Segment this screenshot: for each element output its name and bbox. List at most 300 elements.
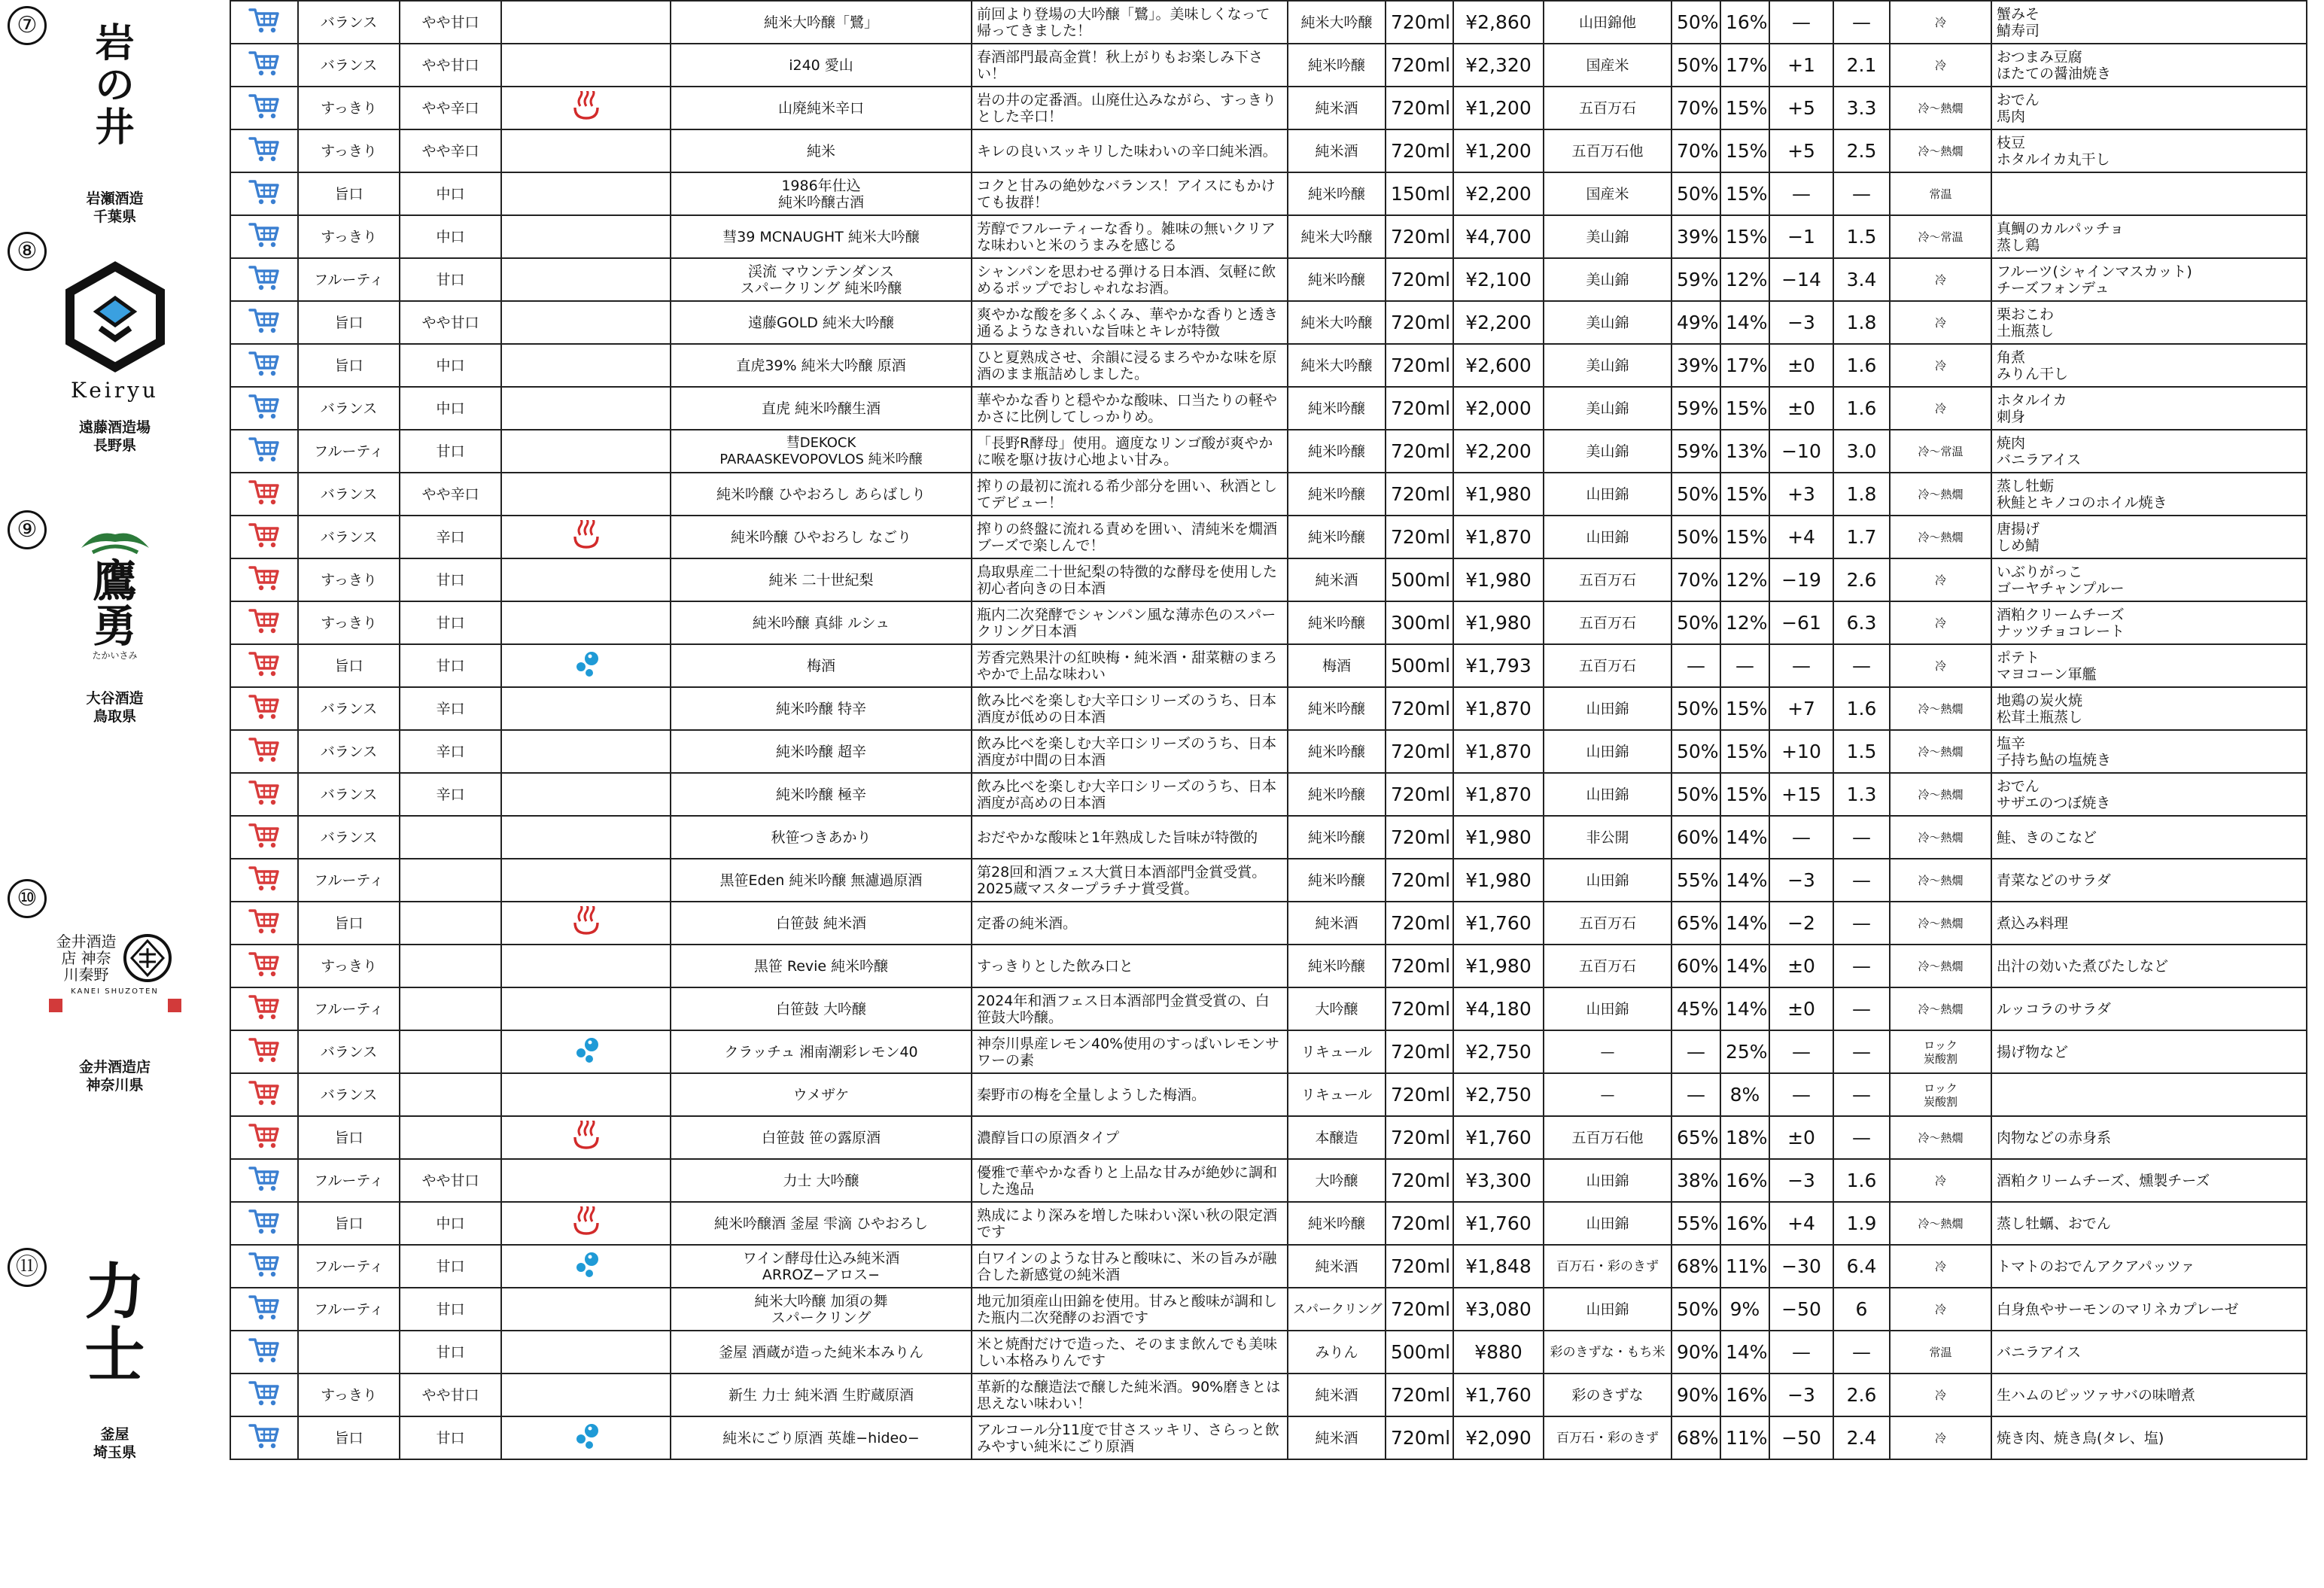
smv-cell: — xyxy=(1769,1073,1833,1116)
acidity-cell: 2.4 xyxy=(1833,1416,1890,1459)
type-cell: リキュール xyxy=(1288,1030,1386,1073)
logo-sub: KANEI SHUZOTEN xyxy=(71,987,159,996)
cart-icon xyxy=(248,1078,281,1107)
taste-cell: すっきり xyxy=(298,215,400,258)
price-cell: ¥1,760 xyxy=(1453,1374,1544,1416)
rice-cell: 五百万石 xyxy=(1544,644,1672,687)
polish-cell: 60% xyxy=(1672,945,1720,987)
type-cell: 純米吟醸 xyxy=(1288,1202,1386,1245)
volume-cell: 300ml xyxy=(1386,601,1453,644)
brewery-name-line: 釜屋 xyxy=(100,1426,129,1443)
pairing-cell: 蒸し牡蛎 秋鮭とキノコのホイル焼き xyxy=(1991,473,2307,516)
price-cell: ¥2,600 xyxy=(1453,344,1544,387)
smv-cell: +15 xyxy=(1769,773,1833,816)
smv-cell: — xyxy=(1769,1,1833,44)
pairing-cell: 生ハムのピッツァサバの味噌煮 xyxy=(1991,1374,2307,1416)
table-row xyxy=(230,430,2307,473)
type-cell: 純米吟醸 xyxy=(1288,859,1386,902)
brewery-name xyxy=(0,1425,230,1462)
volume-cell: 500ml xyxy=(1386,644,1453,687)
icon-cell xyxy=(501,1073,671,1116)
price-cell: ¥1,793 xyxy=(1453,644,1544,687)
pairing-cell: 鮭、きのこなど xyxy=(1991,816,2307,859)
pairing-cell: 枝豆 ホタルイカ丸干し xyxy=(1991,129,2307,172)
table-row xyxy=(230,1030,2307,1073)
name-cell: 純米吟醸 特辛 xyxy=(671,687,972,730)
brewery-name xyxy=(0,1058,230,1094)
volume-cell: 500ml xyxy=(1386,558,1453,601)
sweetness-cell xyxy=(400,902,501,945)
acidity-cell: — xyxy=(1833,902,1890,945)
taste-cell: 旨口 xyxy=(298,1202,400,1245)
icon-cell xyxy=(501,730,671,773)
sweetness-cell: やや辛口 xyxy=(400,87,501,129)
price-cell: ¥1,980 xyxy=(1453,601,1544,644)
abv-cell: 16% xyxy=(1720,1159,1769,1202)
table-row xyxy=(230,859,2307,902)
volume-cell: 720ml xyxy=(1386,344,1453,387)
taste-cell: バランス xyxy=(298,816,400,859)
polish-cell: 90% xyxy=(1672,1331,1720,1374)
rice-cell: — xyxy=(1544,1030,1672,1073)
name-cell: 彗DEKOCK PARAASKEVOPOVLOS 純米吟醸 xyxy=(671,430,972,473)
rice-cell: 美山錦 xyxy=(1544,258,1672,301)
acidity-cell: — xyxy=(1833,172,1890,215)
volume-cell: 720ml xyxy=(1386,816,1453,859)
taste-cell: 旨口 xyxy=(298,1116,400,1159)
table-row xyxy=(230,387,2307,430)
cart-cell[interactable] xyxy=(230,1,298,44)
pairing-cell: 酒粕クリームチーズ ナッツチョコレート xyxy=(1991,601,2307,644)
description-cell: 神奈川県産レモン40%使用のすっぱいレモンサワーの素 xyxy=(972,1030,1288,1073)
type-cell: 大吟醸 xyxy=(1288,1159,1386,1202)
rice-cell: 山田錦 xyxy=(1544,987,1672,1030)
icon-cell xyxy=(501,1030,671,1073)
cart-cell[interactable] xyxy=(230,129,298,172)
abv-cell: 15% xyxy=(1720,773,1769,816)
name-cell: 黒笹 Revie 純米吟醸 xyxy=(671,945,972,987)
smv-cell: ±0 xyxy=(1769,344,1833,387)
type-cell: 純米吟醸 xyxy=(1288,687,1386,730)
taste-cell: すっきり xyxy=(298,129,400,172)
price-cell: ¥2,200 xyxy=(1453,172,1544,215)
table-row xyxy=(230,1116,2307,1159)
cart-cell[interactable] xyxy=(230,1331,298,1374)
name-cell: 直虎 純米吟醸生酒 xyxy=(671,387,972,430)
cart-cell[interactable] xyxy=(230,258,298,301)
sweetness-cell: 甘口 xyxy=(400,644,501,687)
table-row xyxy=(230,1416,2307,1459)
abv-cell: 18% xyxy=(1720,1116,1769,1159)
table-row xyxy=(230,473,2307,516)
abv-cell: 14% xyxy=(1720,1331,1769,1374)
icon-cell xyxy=(501,987,671,1030)
smv-cell: −30 xyxy=(1769,1245,1833,1288)
cart-cell[interactable] xyxy=(230,473,298,516)
serving-temp-cell: 冷 xyxy=(1890,1288,1991,1331)
pairing-cell: 肉物などの赤身系 xyxy=(1991,1116,2307,1159)
table-row xyxy=(230,945,2307,987)
serving-temp-cell: 冷～常温 xyxy=(1890,215,1991,258)
cart-icon xyxy=(248,349,281,378)
hot-sake-icon xyxy=(571,91,601,121)
logo-text: 金井酒造店 神奈川秦野 xyxy=(56,932,117,984)
sweetness-cell: 中口 xyxy=(400,215,501,258)
pairing-cell: 青菜などのサラダ xyxy=(1991,859,2307,902)
cart-cell[interactable] xyxy=(230,215,298,258)
rice-cell: 百万石・彩のきず xyxy=(1544,1245,1672,1288)
name-cell: 白笹鼓 笹の露原酒 xyxy=(671,1116,972,1159)
logo-text: Keiryu xyxy=(71,378,159,403)
sweetness-cell: 甘口 xyxy=(400,1245,501,1288)
price-cell: ¥1,980 xyxy=(1453,473,1544,516)
brewery-name-line: 金井酒造店 xyxy=(78,1059,151,1075)
sweetness-cell: 辛口 xyxy=(400,730,501,773)
sweetness-cell: やや甘口 xyxy=(400,1,501,44)
cart-cell[interactable] xyxy=(230,430,298,473)
cart-icon xyxy=(248,564,281,592)
pairing-cell: 唐揚げ しめ鯖 xyxy=(1991,516,2307,558)
icon-cell xyxy=(501,516,671,558)
acidity-cell: 1.5 xyxy=(1833,730,1890,773)
brewery-logo-kanei xyxy=(0,932,230,1014)
price-cell: ¥1,980 xyxy=(1453,816,1544,859)
cart-cell[interactable] xyxy=(230,1030,298,1073)
polish-cell: — xyxy=(1672,1073,1720,1116)
polish-cell: 45% xyxy=(1672,987,1720,1030)
taste-cell: バランス xyxy=(298,1030,400,1073)
sweetness-cell: 辛口 xyxy=(400,773,501,816)
type-cell: 純米吟醸 xyxy=(1288,816,1386,859)
serving-temp-cell: 冷 xyxy=(1890,644,1991,687)
description-cell: 革新的な醸造法で醸した純米酒。90%磨きとは思えない味わい！ xyxy=(972,1374,1288,1416)
brewery-name-line: 大谷酒造 xyxy=(86,690,144,707)
acidity-cell: 1.9 xyxy=(1833,1202,1890,1245)
polish-cell: 50% xyxy=(1672,44,1720,87)
volume-cell: 720ml xyxy=(1386,87,1453,129)
sweetness-cell: 辛口 xyxy=(400,687,501,730)
serving-temp-cell: 冷～熱燗 xyxy=(1890,859,1991,902)
cart-cell[interactable] xyxy=(230,1288,298,1331)
sweetness-cell: 中口 xyxy=(400,387,501,430)
cart-icon xyxy=(248,821,281,850)
cart-cell[interactable] xyxy=(230,1073,298,1116)
abv-cell: 15% xyxy=(1720,129,1769,172)
cart-cell[interactable] xyxy=(230,902,298,945)
volume-cell: 720ml xyxy=(1386,44,1453,87)
cart-cell[interactable] xyxy=(230,1245,298,1288)
cart-cell[interactable] xyxy=(230,730,298,773)
pairing-cell: 蟹みそ 鯖寿司 xyxy=(1991,1,2307,44)
abv-cell: 14% xyxy=(1720,816,1769,859)
sweetness-cell xyxy=(400,987,501,1030)
polish-cell: 39% xyxy=(1672,215,1720,258)
serving-temp-cell: 冷 xyxy=(1890,1159,1991,1202)
smv-cell: — xyxy=(1769,172,1833,215)
acidity-cell: — xyxy=(1833,644,1890,687)
price-cell: ¥1,200 xyxy=(1453,129,1544,172)
price-cell: ¥1,870 xyxy=(1453,773,1544,816)
polish-cell: 68% xyxy=(1672,1245,1720,1288)
name-cell: 黒笹Eden 純米吟醸 無濾過原酒 xyxy=(671,859,972,902)
price-cell: ¥1,200 xyxy=(1453,87,1544,129)
cart-icon xyxy=(248,1121,281,1150)
smv-cell: −3 xyxy=(1769,1159,1833,1202)
sweetness-cell: 甘口 xyxy=(400,430,501,473)
table-row xyxy=(230,129,2307,172)
abv-cell: 11% xyxy=(1720,1416,1769,1459)
description-cell: 芳醇でフルーティーな香り。雑味の無いクリアな味わいと米のうまみを感じる xyxy=(972,215,1288,258)
logo-sub: たかいさみ xyxy=(92,650,138,661)
description-cell: シャンパンを思わせる弾ける日本酒、気軽に飲めるポップでおしゃれなお酒。 xyxy=(972,258,1288,301)
sweetness-cell: 甘口 xyxy=(400,601,501,644)
abv-cell: 16% xyxy=(1720,1,1769,44)
acidity-cell: — xyxy=(1833,1116,1890,1159)
description-cell: 春酒部門最高金賞！秋上がりもお楽しみ下さい！ xyxy=(972,44,1288,87)
taste-cell: バランス xyxy=(298,516,400,558)
serving-temp-cell: 常温 xyxy=(1890,172,1991,215)
name-cell: 純米にごり原酒 英雄−hideo− xyxy=(671,1416,972,1459)
cart-cell[interactable] xyxy=(230,601,298,644)
taste-cell: すっきり xyxy=(298,558,400,601)
abv-cell: 17% xyxy=(1720,344,1769,387)
type-cell: スパークリング xyxy=(1288,1288,1386,1331)
rice-cell: 美山錦 xyxy=(1544,301,1672,344)
name-cell: 梅酒 xyxy=(671,644,972,687)
rice-cell: 山田錦 xyxy=(1544,687,1672,730)
table-row xyxy=(230,730,2307,773)
price-cell: ¥1,760 xyxy=(1453,1116,1544,1159)
abv-cell: 14% xyxy=(1720,301,1769,344)
abv-cell: 12% xyxy=(1720,258,1769,301)
serving-temp-cell: 常温 xyxy=(1890,1331,1991,1374)
name-cell: 純米吟醸 真緋 ルシュ xyxy=(671,601,972,644)
product-table-wrapper xyxy=(230,0,2307,1460)
brewery-prefecture: 千葉県 xyxy=(93,208,136,225)
brewery-logo-keiryu xyxy=(0,260,230,403)
taste-cell: 旨口 xyxy=(298,301,400,344)
polish-cell: 50% xyxy=(1672,516,1720,558)
cart-cell[interactable] xyxy=(230,387,298,430)
cart-cell[interactable] xyxy=(230,87,298,129)
polish-cell: 65% xyxy=(1672,902,1720,945)
name-cell: ウメザケ xyxy=(671,1073,972,1116)
pairing-cell: 煮込み料理 xyxy=(1991,902,2307,945)
cart-cell[interactable] xyxy=(230,44,298,87)
table-row xyxy=(230,1159,2307,1202)
volume-cell: 720ml xyxy=(1386,987,1453,1030)
cart-cell[interactable] xyxy=(230,987,298,1030)
type-cell: 純米吟醸 xyxy=(1288,773,1386,816)
brewery-prefecture: 神奈川県 xyxy=(86,1077,144,1094)
sweetness-cell: やや甘口 xyxy=(400,44,501,87)
acidity-cell: 2.1 xyxy=(1833,44,1890,87)
type-cell: 純米大吟醸 xyxy=(1288,344,1386,387)
acidity-cell: 2.6 xyxy=(1833,558,1890,601)
description-cell: 定番の純米酒。 xyxy=(972,902,1288,945)
pairing-cell: ポテト マヨコーン軍艦 xyxy=(1991,644,2307,687)
rice-cell: 国産米 xyxy=(1544,44,1672,87)
description-cell: 瓶内二次発酵でシャンパン風な薄赤色のスパークリング日本酒 xyxy=(972,601,1288,644)
table-row xyxy=(230,258,2307,301)
pairing-cell: 酒粕クリームチーズ、燻製チーズ xyxy=(1991,1159,2307,1202)
cart-icon xyxy=(248,263,281,292)
taste-cell: バランス xyxy=(298,773,400,816)
sweetness-cell: 甘口 xyxy=(400,558,501,601)
polish-cell: 55% xyxy=(1672,859,1720,902)
table-row xyxy=(230,1288,2307,1331)
icon-cell xyxy=(501,172,671,215)
acidity-cell: — xyxy=(1833,987,1890,1030)
smv-cell: +5 xyxy=(1769,129,1833,172)
cart-cell[interactable] xyxy=(230,516,298,558)
type-cell: 純米酒 xyxy=(1288,87,1386,129)
cart-cell[interactable] xyxy=(230,558,298,601)
cart-icon xyxy=(248,1207,281,1236)
type-cell: 梅酒 xyxy=(1288,644,1386,687)
cart-icon xyxy=(248,306,281,335)
rice-cell: 国産米 xyxy=(1544,172,1672,215)
icon-cell xyxy=(501,558,671,601)
rice-cell: 彩のきずな・もち米 xyxy=(1544,1331,1672,1374)
icon-cell xyxy=(501,44,671,87)
smv-cell: — xyxy=(1769,1331,1833,1374)
icon-cell xyxy=(501,1416,671,1459)
volume-cell: 720ml xyxy=(1386,1245,1453,1288)
icon-cell xyxy=(501,1288,671,1331)
icon-cell xyxy=(501,601,671,644)
polish-cell: 70% xyxy=(1672,129,1720,172)
sweetness-cell: 甘口 xyxy=(400,1288,501,1331)
type-cell: 純米酒 xyxy=(1288,558,1386,601)
price-cell: ¥1,980 xyxy=(1453,945,1544,987)
pairing-cell: 蒸し牡蠣、おでん xyxy=(1991,1202,2307,1245)
cart-cell[interactable] xyxy=(230,1374,298,1416)
cart-icon xyxy=(248,1422,281,1450)
cart-cell[interactable] xyxy=(230,1202,298,1245)
cart-cell[interactable] xyxy=(230,301,298,344)
type-cell: 純米酒 xyxy=(1288,1374,1386,1416)
cart-icon xyxy=(248,950,281,978)
cart-cell[interactable] xyxy=(230,172,298,215)
smv-cell: +10 xyxy=(1769,730,1833,773)
cart-cell[interactable] xyxy=(230,816,298,859)
abv-cell: — xyxy=(1720,644,1769,687)
brewery-number: ⑨ xyxy=(8,510,47,549)
abv-cell: 12% xyxy=(1720,601,1769,644)
cart-cell[interactable] xyxy=(230,687,298,730)
polish-cell: 65% xyxy=(1672,1116,1720,1159)
cart-cell[interactable] xyxy=(230,859,298,902)
cart-icon xyxy=(248,1379,281,1407)
brewery-logo-iwanoi xyxy=(0,20,230,151)
pairing-cell: おつまみ豆腐 ほたての醤油焼き xyxy=(1991,44,2307,87)
volume-cell: 720ml xyxy=(1386,1416,1453,1459)
serving-temp-cell: ロック 炭酸割 xyxy=(1890,1030,1991,1073)
type-cell: 純米吟醸 xyxy=(1288,516,1386,558)
hot-sake-icon xyxy=(571,906,601,936)
cart-cell[interactable] xyxy=(230,773,298,816)
description-cell: おだやかな酸味と1年熟成した旨味が特徴的 xyxy=(972,816,1288,859)
cart-icon xyxy=(248,1336,281,1364)
smv-cell: −2 xyxy=(1769,902,1833,945)
pairing-cell: 出汁の効いた煮びたしなど xyxy=(1991,945,2307,987)
sweetness-cell: 中口 xyxy=(400,344,501,387)
sweetness-cell: 辛口 xyxy=(400,516,501,558)
rice-cell: 美山錦 xyxy=(1544,430,1672,473)
description-cell: 飲み比べを楽しむ大辛口シリーズのうち、日本酒度が中間の日本酒 xyxy=(972,730,1288,773)
brewery-name xyxy=(0,418,230,455)
polish-cell: 60% xyxy=(1672,816,1720,859)
polish-cell: — xyxy=(1672,1030,1720,1073)
volume-cell: 720ml xyxy=(1386,1159,1453,1202)
description-cell: 優雅で華やかな香りと上品な甘みが絶妙に調和した逸品 xyxy=(972,1159,1288,1202)
cart-cell[interactable] xyxy=(230,945,298,987)
abv-cell: 16% xyxy=(1720,1202,1769,1245)
pairing-cell: フルーツ(シャインマスカット) チーズフォンデュ xyxy=(1991,258,2307,301)
cart-icon xyxy=(248,649,281,678)
abv-cell: 15% xyxy=(1720,215,1769,258)
pairing-cell xyxy=(1991,172,2307,215)
volume-cell: 720ml xyxy=(1386,1,1453,44)
taste-cell: すっきり xyxy=(298,945,400,987)
cart-cell[interactable] xyxy=(230,1416,298,1459)
name-cell: i240 愛山 xyxy=(671,44,972,87)
smv-cell: −1 xyxy=(1769,215,1833,258)
cart-cell[interactable] xyxy=(230,644,298,687)
table-row xyxy=(230,301,2307,344)
polish-cell: 90% xyxy=(1672,1374,1720,1416)
cart-icon xyxy=(248,221,281,249)
cart-cell[interactable] xyxy=(230,344,298,387)
name-cell: 白笹鼓 純米酒 xyxy=(671,902,972,945)
acidity-cell: 1.3 xyxy=(1833,773,1890,816)
table-row xyxy=(230,601,2307,644)
type-cell: 純米吟醸 xyxy=(1288,730,1386,773)
cart-cell[interactable] xyxy=(230,1159,298,1202)
acidity-cell: 3.3 xyxy=(1833,87,1890,129)
pairing-cell: おでん 馬肉 xyxy=(1991,87,2307,129)
taste-cell: 旨口 xyxy=(298,902,400,945)
description-cell: 華やかな香りと穏やかな酸味、口当たりの軽やかさに比例してしっかりめ。 xyxy=(972,387,1288,430)
pairing-cell: 角煮 みりん干し xyxy=(1991,344,2307,387)
price-cell: ¥4,180 xyxy=(1453,987,1544,1030)
description-cell: 鳥取県産二十世紀梨の特徴的な酵母を使用した初心者向きの日本酒 xyxy=(972,558,1288,601)
acidity-cell: — xyxy=(1833,859,1890,902)
abv-cell: 14% xyxy=(1720,902,1769,945)
acidity-cell: 1.8 xyxy=(1833,301,1890,344)
rice-cell: 百万石・彩のきず xyxy=(1544,1416,1672,1459)
type-cell: 純米吟醸 xyxy=(1288,601,1386,644)
pairing-cell: 地鶏の炭火焼 松茸土瓶蒸し xyxy=(1991,687,2307,730)
cart-cell[interactable] xyxy=(230,1116,298,1159)
type-cell: 大吟醸 xyxy=(1288,987,1386,1030)
smv-cell: ±0 xyxy=(1769,987,1833,1030)
smv-cell: −3 xyxy=(1769,1374,1833,1416)
brewery-logo-takaisami xyxy=(0,525,230,662)
rice-cell: 五百万石 xyxy=(1544,87,1672,129)
red-stamp-icon xyxy=(47,997,183,1014)
cart-icon xyxy=(248,607,281,635)
rice-cell: 彩のきずな xyxy=(1544,1374,1672,1416)
acidity-cell: 1.6 xyxy=(1833,1159,1890,1202)
cart-icon xyxy=(248,1250,281,1279)
serving-temp-cell: 冷 xyxy=(1890,344,1991,387)
smv-cell: −50 xyxy=(1769,1416,1833,1459)
table-row xyxy=(230,215,2307,258)
description-cell: 濃醇旨口の原酒タイプ xyxy=(972,1116,1288,1159)
description-cell: 飲み比べを楽しむ大辛口シリーズのうち、日本酒度が低めの日本酒 xyxy=(972,687,1288,730)
